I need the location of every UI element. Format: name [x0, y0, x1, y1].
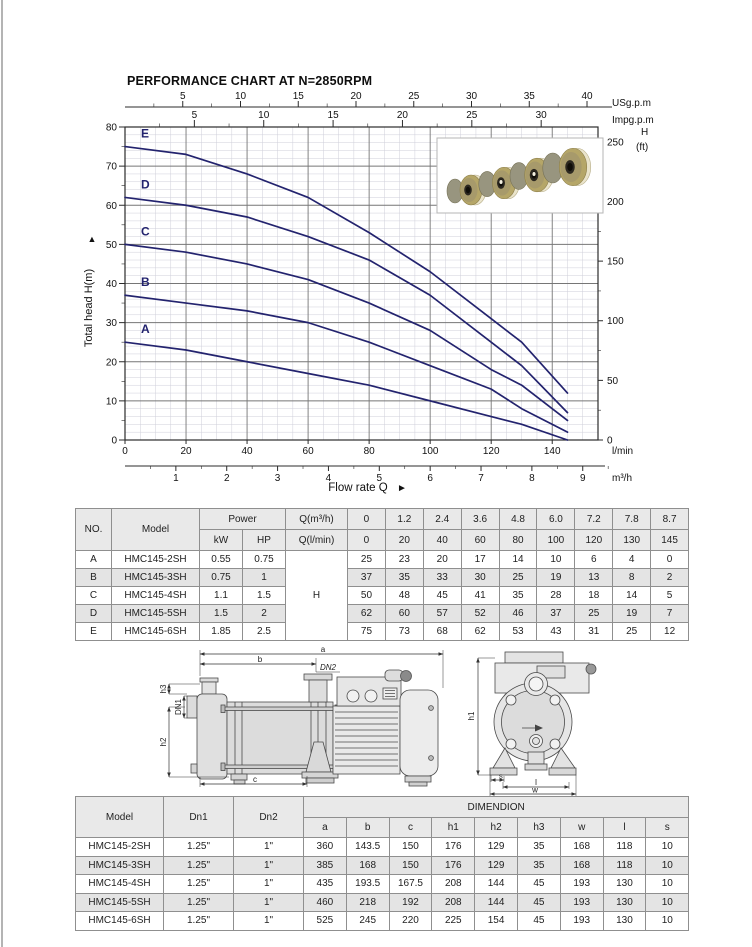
dim-cell-value: 35 — [517, 856, 560, 875]
perf-cell-head-value: 57 — [423, 605, 461, 623]
y-axis-arrow: ▲ — [87, 234, 97, 244]
perf-cell-head-value: 20 — [423, 551, 461, 569]
perf-cell-head-value: 75 — [348, 623, 386, 641]
dim-cell-value: 176 — [432, 856, 475, 875]
dimension-drawings — [85, 644, 665, 796]
dim-cell-value: 118 — [603, 856, 646, 875]
perf-q-lmin-value: 0 — [348, 530, 386, 551]
dim-label-c: c — [253, 775, 257, 784]
lmin-unit-label: l/min — [612, 446, 634, 457]
perf-cell-head-value: 37 — [537, 605, 575, 623]
dim-label-dn1: DN1 — [174, 698, 183, 716]
perf-cell-head-value: 25 — [499, 569, 537, 587]
perf-cell-hp: 2.5 — [243, 623, 286, 641]
perf-row-E — [76, 623, 689, 641]
dim-cell-value: 168 — [560, 838, 603, 857]
perf-q-lmin-value: 60 — [461, 530, 499, 551]
performance-chart-canvas — [75, 90, 725, 508]
head-m-tick-label: 40 — [105, 279, 117, 290]
lmin-tick-label: 80 — [363, 446, 375, 457]
head-m-tick-label: 20 — [105, 357, 117, 369]
m3h-tick-label: 9 — [579, 473, 586, 484]
dim-cell-value: 193 — [560, 893, 603, 912]
dim-cell-value: 45 — [517, 875, 560, 894]
perf-cell-head-value: 12 — [651, 623, 689, 641]
dim-cell-value: 129 — [475, 856, 518, 875]
perf-cell-model: HMC145-6SH — [112, 623, 200, 641]
dim-cell-value: 167.5 — [389, 875, 432, 894]
perf-cell-head-value: 4 — [613, 551, 651, 569]
m3h-tick-label: 7 — [478, 473, 484, 484]
dim-label-w: w — [532, 785, 538, 795]
perf-cell-head-value: 31 — [575, 623, 613, 641]
right-axis-ft-label: (ft) — [636, 142, 649, 153]
perf-header-kw: kW — [200, 530, 243, 551]
perf-cell-head-value: 17 — [461, 551, 499, 569]
perf-q-m3h-value: 0 — [348, 509, 386, 530]
dim-cell-value: 385 — [304, 856, 347, 875]
head-m-tick-label: 10 — [105, 396, 117, 408]
perf-cell-head-value: 41 — [461, 587, 499, 605]
lmin-tick-label: 20 — [180, 446, 192, 457]
perf-q-lmin-value: 120 — [575, 530, 613, 551]
m3h-unit-label: m³/h — [612, 473, 632, 484]
head-m-tick-label: 60 — [105, 200, 117, 212]
dim-row-HMC145-2SH — [76, 838, 689, 857]
perf-cell-no: C — [76, 587, 112, 605]
usgpm-tick-label: 5 — [179, 91, 186, 102]
perf-q-m3h-value: 6.0 — [537, 509, 575, 530]
m3h-tick-label: 8 — [529, 473, 535, 484]
perf-cell-head-value: 8 — [613, 569, 651, 587]
usgpm-unit-label: USg.p.m — [612, 98, 651, 109]
dim-cell-value: 150 — [389, 838, 432, 857]
dim-header-col: s — [646, 818, 689, 838]
perf-row-C — [76, 587, 689, 605]
head-m-tick-label: 30 — [105, 318, 117, 330]
dim-cell-value: 130 — [603, 912, 646, 931]
head-ft-tick-label: 200 — [607, 196, 624, 208]
dim-cell-value: 525 — [304, 912, 347, 931]
impeller-4 — [543, 148, 591, 186]
perf-q-m3h-value: 4.8 — [499, 509, 537, 530]
performance-table — [75, 508, 689, 641]
perf-cell-kw: 1.85 — [200, 623, 243, 641]
perf-cell-head-value: 10 — [537, 551, 575, 569]
perf-cell-h-symbol: H — [286, 551, 348, 641]
dim-row-HMC145-3SH — [76, 856, 689, 875]
perf-cell-hp: 1.5 — [243, 587, 286, 605]
perf-cell-head-value: 2 — [651, 569, 689, 587]
perf-cell-head-value: 6 — [575, 551, 613, 569]
curve-label-E: E — [141, 126, 150, 141]
impgpm-axis — [160, 120, 541, 127]
dim-cell-value: 144 — [475, 875, 518, 894]
perf-cell-kw: 1.1 — [200, 587, 243, 605]
dim-cell-model: HMC145-4SH — [76, 875, 164, 894]
perf-q-m3h-value: 1.2 — [385, 509, 423, 530]
curve-label-A: A — [141, 322, 150, 337]
perf-header-qm3h: Q(m³/h) — [286, 509, 348, 530]
perf-cell-head-value: 46 — [499, 605, 537, 623]
dim-label-s: s — [499, 771, 503, 781]
dim-header-col: h3 — [517, 818, 560, 838]
perf-cell-head-value: 48 — [385, 587, 423, 605]
impgpm-tick-label: 20 — [396, 110, 409, 121]
dim-cell-value: 168 — [560, 856, 603, 875]
perf-cell-head-value: 68 — [423, 623, 461, 641]
perf-cell-head-value: 5 — [651, 587, 689, 605]
dim-cell-value: 10 — [646, 838, 689, 857]
dim-cell-value: 10 — [646, 912, 689, 931]
dim-cell-value: 225 — [432, 912, 475, 931]
perf-cell-no: E — [76, 623, 112, 641]
dimension-table — [75, 796, 689, 931]
perf-header-hp: HP — [243, 530, 286, 551]
perf-header-qlmin: Q(l/min) — [286, 530, 348, 551]
dim-cell-value: 218 — [346, 893, 389, 912]
dim-cell-value: 208 — [432, 893, 475, 912]
dim-cell-dn2: 1" — [234, 856, 304, 875]
perf-q-lmin-value: 40 — [423, 530, 461, 551]
perf-cell-head-value: 43 — [537, 623, 575, 641]
perf-cell-head-value: 14 — [499, 551, 537, 569]
m3h-tick-label: 1 — [173, 473, 179, 484]
dim-header-col: h1 — [432, 818, 475, 838]
dim-header-col: h2 — [475, 818, 518, 838]
usgpm-tick-label: 35 — [523, 91, 535, 102]
usgpm-tick-label: 25 — [408, 91, 420, 102]
m3h-axis — [125, 466, 608, 471]
performance-curve-B — [125, 295, 567, 432]
head-ft-tick-label: 50 — [607, 375, 619, 387]
perf-q-lmin-value: 130 — [613, 530, 651, 551]
perf-cell-kw: 0.55 — [200, 551, 243, 569]
x-axis-arrow: ► — [397, 483, 407, 494]
perf-header-model: Model — [112, 509, 200, 551]
perf-cell-head-value: 62 — [348, 605, 386, 623]
dim-label-l: l — [535, 778, 537, 787]
perf-header-no: NO. — [76, 509, 112, 551]
lmin-tick-label: 100 — [421, 446, 439, 457]
perf-cell-kw: 0.75 — [200, 569, 243, 587]
curve-label-C: C — [141, 224, 150, 239]
dim-header-model: Model — [76, 797, 164, 838]
dim-cell-value: 150 — [389, 856, 432, 875]
dim-cell-dn2: 1" — [234, 838, 304, 857]
dim-cell-value: 220 — [389, 912, 432, 931]
perf-cell-no: B — [76, 569, 112, 587]
perf-cell-head-value: 18 — [575, 587, 613, 605]
lmin-tick-label: 60 — [302, 446, 314, 457]
dim-cell-value: 193.5 — [346, 875, 389, 894]
curve-label-D: D — [141, 177, 150, 192]
head-ft-tick-label: 250 — [607, 137, 624, 149]
perf-cell-head-value: 52 — [461, 605, 499, 623]
perf-q-m3h-value: 7.8 — [613, 509, 651, 530]
impgpm-tick-label: 10 — [258, 110, 270, 121]
lmin-tick-label: 120 — [482, 446, 500, 457]
dim-header-col: w — [560, 818, 603, 838]
dim-cell-dn1: 1.25" — [164, 893, 234, 912]
perf-cell-head-value: 73 — [385, 623, 423, 641]
usgpm-tick-label: 20 — [350, 91, 362, 102]
dim-row-HMC145-5SH — [76, 893, 689, 912]
perf-q-lmin-value: 80 — [499, 530, 537, 551]
usgpm-tick-label: 40 — [581, 91, 593, 102]
dim-cell-value: 193 — [560, 875, 603, 894]
dim-cell-value: 143.5 — [346, 838, 389, 857]
perf-cell-head-value: 45 — [423, 587, 461, 605]
perf-cell-head-value: 14 — [613, 587, 651, 605]
dim-header-dn1: Dn1 — [164, 797, 234, 838]
head-ft-tick-label: 0 — [607, 435, 613, 447]
perf-cell-head-value: 35 — [385, 569, 423, 587]
perf-cell-kw: 1.5 — [200, 605, 243, 623]
dim-cell-value: 460 — [304, 893, 347, 912]
impgpm-tick-label: 30 — [535, 110, 547, 121]
perf-cell-hp: 1 — [243, 569, 286, 587]
impgpm-tick-label: 15 — [327, 110, 339, 121]
perf-q-m3h-value: 3.6 — [461, 509, 499, 530]
usgpm-tick-label: 10 — [234, 91, 247, 102]
perf-cell-model: HMC145-5SH — [112, 605, 200, 623]
perf-cell-model: HMC145-2SH — [112, 551, 200, 569]
dim-row-HMC145-6SH — [76, 912, 689, 931]
usgpm-tick-label: 15 — [292, 91, 304, 102]
dim-cell-value: 168 — [346, 856, 389, 875]
lmin-tick-label: 140 — [543, 446, 561, 457]
m3h-tick-label: 3 — [274, 473, 281, 484]
impgpm-tick-label: 5 — [191, 110, 198, 121]
head-ft-tick-label: 150 — [607, 256, 624, 268]
dim-cell-value: 45 — [517, 912, 560, 931]
performance-curve-A — [125, 342, 567, 440]
dim-cell-value: 245 — [346, 912, 389, 931]
perf-cell-head-value: 33 — [423, 569, 461, 587]
perf-cell-head-value: 19 — [613, 605, 651, 623]
x-axis-title: Flow rate Q — [328, 482, 388, 494]
usgpm-tick-label: 30 — [465, 91, 478, 102]
lmin-tick-label: 0 — [122, 446, 128, 457]
dim-header-dn2: Dn2 — [234, 797, 304, 838]
dim-label-b: b — [257, 655, 263, 664]
dim-cell-value: 130 — [603, 875, 646, 894]
y-axis-title: Total head H(m) — [83, 268, 95, 348]
perf-cell-head-value: 30 — [461, 569, 499, 587]
dim-cell-model: HMC145-5SH — [76, 893, 164, 912]
perf-cell-head-value: 0 — [651, 551, 689, 569]
dim-cell-value: 360 — [304, 838, 347, 857]
perf-cell-model: HMC145-4SH — [112, 587, 200, 605]
dim-cell-value: 10 — [646, 893, 689, 912]
perf-cell-head-value: 53 — [499, 623, 537, 641]
dim-cell-dn2: 1" — [234, 912, 304, 931]
perf-cell-no: D — [76, 605, 112, 623]
perf-cell-hp: 2 — [243, 605, 286, 623]
perf-cell-head-value: 25 — [348, 551, 386, 569]
perf-cell-head-value: 35 — [499, 587, 537, 605]
dim-cell-value: 435 — [304, 875, 347, 894]
dim-cell-model: HMC145-3SH — [76, 856, 164, 875]
dim-cell-dn1: 1.25" — [164, 875, 234, 894]
dim-label-h3: h3 — [159, 684, 168, 694]
impeller-photo-inset — [437, 138, 603, 213]
perf-cell-model: HMC145-3SH — [112, 569, 200, 587]
dim-header-col: c — [389, 818, 432, 838]
curve-label-B: B — [141, 275, 150, 290]
dim-cell-value: 192 — [389, 893, 432, 912]
m3h-tick-label: 5 — [376, 473, 383, 484]
perf-cell-head-value: 60 — [385, 605, 423, 623]
dim-row-HMC145-4SH — [76, 875, 689, 894]
impgpm-unit-label: Impg.p.m — [612, 115, 654, 126]
dim-label-h1: h1 — [467, 711, 476, 721]
pump-side-view — [159, 645, 443, 787]
dim-cell-value: 208 — [432, 875, 475, 894]
dim-cell-value: 193 — [560, 912, 603, 931]
dim-cell-value: 45 — [517, 893, 560, 912]
head-m-tick-label: 0 — [111, 435, 117, 447]
perf-cell-head-value: 19 — [537, 569, 575, 587]
m3h-tick-label: 4 — [325, 473, 332, 484]
dim-cell-value: 35 — [517, 838, 560, 857]
dim-cell-dn2: 1" — [234, 893, 304, 912]
perf-cell-head-value: 25 — [613, 623, 651, 641]
perf-q-lmin-value: 100 — [537, 530, 575, 551]
dim-cell-dn1: 1.25" — [164, 856, 234, 875]
perf-cell-head-value: 50 — [348, 587, 386, 605]
head-m-tick-label: 80 — [105, 122, 117, 134]
dim-cell-value: 129 — [475, 838, 518, 857]
dim-cell-model: HMC145-2SH — [76, 838, 164, 857]
perf-q-m3h-value: 2.4 — [423, 509, 461, 530]
perf-q-lmin-value: 20 — [385, 530, 423, 551]
lmin-tick-label: 40 — [241, 446, 253, 457]
perf-row-D — [76, 605, 689, 623]
dim-cell-value: 10 — [646, 875, 689, 894]
perf-cell-head-value: 62 — [461, 623, 499, 641]
chart-title: PERFORMANCE CHART AT N=2850RPM — [127, 74, 373, 88]
dim-label-h2: h2 — [159, 737, 168, 747]
impgpm-tick-label: 25 — [466, 110, 478, 121]
dim-cell-value: 144 — [475, 893, 518, 912]
perf-row-A — [76, 551, 689, 569]
perf-row-B — [76, 569, 689, 587]
perf-q-lmin-value: 145 — [651, 530, 689, 551]
head-ft-tick-label: 100 — [607, 316, 624, 328]
perf-q-m3h-value: 8.7 — [651, 509, 689, 530]
perf-header-power: Power — [200, 509, 286, 530]
dim-header-col: a — [304, 818, 347, 838]
dim-cell-dn1: 1.25" — [164, 838, 234, 857]
dim-cell-model: HMC145-6SH — [76, 912, 164, 931]
m3h-tick-label: 2 — [223, 473, 230, 484]
perf-cell-head-value: 13 — [575, 569, 613, 587]
m3h-tick-label: 6 — [427, 473, 433, 484]
perf-cell-head-value: 37 — [348, 569, 386, 587]
perf-cell-head-value: 25 — [575, 605, 613, 623]
dim-cell-value: 118 — [603, 838, 646, 857]
head-m-tick-label: 50 — [105, 239, 117, 251]
head-m-tick-label: 70 — [105, 161, 117, 173]
dim-cell-dn2: 1" — [234, 875, 304, 894]
right-axis-h-label: H — [641, 127, 649, 138]
head-m-axis — [119, 127, 125, 440]
usgpm-axis — [125, 101, 612, 107]
perf-q-m3h-value: 7.2 — [575, 509, 613, 530]
dim-cell-dn1: 1.25" — [164, 912, 234, 931]
dim-cell-value: 130 — [603, 893, 646, 912]
dim-cell-value: 154 — [475, 912, 518, 931]
dim-header-col: l — [603, 818, 646, 838]
dim-cell-value: 176 — [432, 838, 475, 857]
perf-cell-head-value: 28 — [537, 587, 575, 605]
perf-cell-head-value: 23 — [385, 551, 423, 569]
pump-end-view — [467, 652, 596, 796]
dim-header-dimension: DIMENDION — [304, 797, 689, 818]
dim-header-col: b — [346, 818, 389, 838]
perf-cell-head-value: 7 — [651, 605, 689, 623]
dim-label-a: a — [320, 645, 326, 654]
perf-cell-no: A — [76, 551, 112, 569]
page-edge-line — [1, 0, 3, 947]
perf-cell-hp: 0.75 — [243, 551, 286, 569]
dim-label-dn2: DN2 — [319, 663, 337, 672]
dim-cell-value: 10 — [646, 856, 689, 875]
performance-curve-C — [125, 244, 567, 420]
